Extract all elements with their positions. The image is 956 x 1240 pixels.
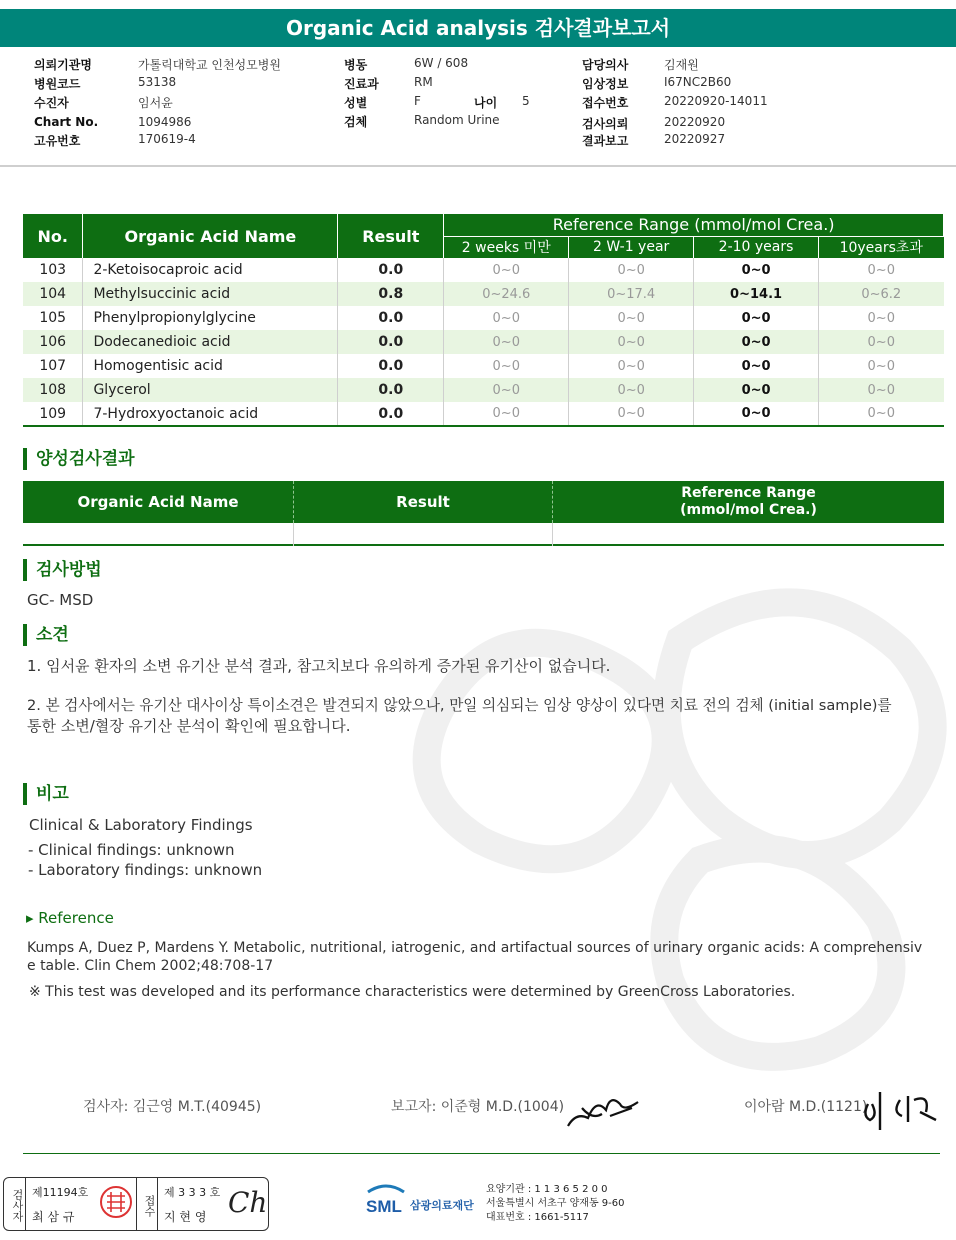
reference-line2: e table. Clin Chem 2002;48:708-17: [27, 958, 274, 974]
stamp-right-label: 접수: [136, 1178, 158, 1230]
reporter-signature: 보고자: 이준형 M.D.(1004): [391, 1099, 565, 1115]
positive-table-header: [23, 481, 944, 523]
row-ref: 0~0: [694, 258, 819, 282]
stamp-right-block: [164, 1178, 234, 1230]
positive-col-result: Result: [293, 481, 552, 523]
row-ref: 0~0: [444, 330, 569, 354]
findings-line1: 1. 임서윤 환자의 소변 유기산 분석 결과, 참고치보다 유의하게 증가된 유기산이 없습니다.: [27, 657, 611, 675]
row-result: 0.0: [338, 402, 444, 426]
stamp-right-signature: Ch: [228, 1186, 268, 1219]
sml-logo-text: SML: [366, 1197, 402, 1216]
col-range: 2 weeks 미만: [444, 236, 569, 258]
table-row: [23, 354, 944, 378]
info-label: 성별: [344, 96, 368, 110]
watermark-logo: [380, 560, 956, 1080]
info-label: 담당의사: [582, 58, 629, 72]
row-ref: 0~0: [569, 330, 694, 354]
row-ref: 0~0: [444, 378, 569, 402]
footer-info: [486, 1183, 625, 1225]
row-result: 0.0: [338, 330, 444, 354]
row-result: 0.0: [338, 354, 444, 378]
footer-line3: 대표번호 : 1661-5117: [486, 1212, 589, 1223]
row-no: 106: [23, 330, 83, 354]
col-result: Result: [338, 214, 444, 258]
info-value: 170619-4: [138, 132, 196, 146]
info-value: 김재원: [664, 58, 699, 72]
info-value: F: [414, 94, 421, 108]
row-ref: 0~0: [569, 306, 694, 330]
row-ref: 0~17.4: [569, 282, 694, 306]
row-ref: 0~14.1: [694, 282, 819, 306]
age-label: 나이: [474, 96, 498, 110]
tester-signature: 검사자: 김근영 M.T.(40945): [83, 1099, 262, 1115]
positive-col-name: Organic Acid Name: [77, 493, 239, 511]
row-ref: 0~0: [444, 402, 569, 426]
age-value: 5: [522, 94, 530, 108]
info-label: 검사의뢰: [582, 117, 629, 131]
row-ref: 0~0: [569, 354, 694, 378]
row-ref: 0~0: [694, 378, 819, 402]
remarks-section-title: 비고: [23, 783, 69, 805]
divider: [23, 1153, 940, 1154]
footer-line2: 서울특별시 서초구 양재동 9-60: [486, 1198, 625, 1209]
info-value: 임서윤: [138, 96, 173, 110]
info-label: Chart No.: [34, 115, 99, 129]
findings-line2a: 2. 본 검사에서는 유기산 대사이상 특이소견은 발견되지 않았으나, 만일 의심되는 임상 양상이 있다면 치료 전의 검체 (initial sample)를: [27, 697, 892, 714]
row-ref: 0~0: [867, 310, 895, 326]
info-value: RM: [414, 75, 433, 89]
info-value: 20220920-14011: [664, 94, 768, 108]
method-value: GC- MSD: [27, 591, 94, 609]
row-result: 0.0: [338, 306, 444, 330]
row-ref: 0~0: [694, 402, 819, 426]
row-name: Homogentisic acid: [83, 354, 338, 378]
method-section-title: 검사방법: [23, 559, 102, 581]
row-name: 7-Hydroxyoctanoic acid: [83, 402, 338, 426]
row-ref: 0~0: [694, 306, 819, 330]
info-label: 임상정보: [582, 77, 629, 91]
divider: [0, 165, 956, 167]
divider: [293, 523, 294, 546]
row-result: 0.0: [338, 378, 444, 402]
row-ref: 0~0: [569, 402, 694, 426]
col-range: 10years초과: [819, 236, 944, 258]
divider: [552, 523, 553, 546]
row-ref: 0~24.6: [444, 282, 569, 306]
positive-col-ref-line2: (mmol/mol Crea.): [680, 502, 817, 518]
footer-line1: 요양기관 : 1 1 3 6 5 2 0 0: [486, 1184, 608, 1195]
stamp-left-no: 제11194호: [32, 1186, 89, 1199]
info-value: 6W / 608: [414, 56, 469, 70]
info-value: 1094986: [138, 115, 192, 129]
col-range: 2 W-1 year: [569, 236, 694, 258]
positive-col-ref-line1: Reference Range: [681, 485, 816, 501]
row-name: Methylsuccinic acid: [83, 282, 338, 306]
row-ref: 0~0: [819, 330, 944, 354]
table-row: [23, 282, 944, 306]
doctor-signature: 이아람 M.D.(1121): [744, 1099, 868, 1115]
row-ref: 0~0: [867, 358, 895, 374]
row-ref: 0~0: [819, 402, 944, 426]
findings-line2b: 통한 소변/혈장 유기산 분석이 확인에 필요합니다.: [27, 717, 351, 735]
remarks-heading: Clinical & Laboratory Findings: [29, 816, 253, 834]
info-label: 의뢰기관명: [34, 58, 92, 72]
row-no: 104: [23, 282, 83, 306]
row-no: 105: [23, 306, 83, 330]
col-range: 2-10 years: [694, 236, 819, 258]
reference-heading: ▸ Reference: [26, 909, 114, 927]
info-label: 병동: [344, 58, 368, 72]
table-row: [23, 306, 944, 330]
info-label: 고유번호: [34, 134, 81, 148]
doctor-handwritten-signature: [860, 1086, 942, 1134]
positive-empty-row: [23, 523, 944, 546]
stamp-right-name: 지 현 영: [164, 1210, 207, 1224]
info-value: I67NC2B60: [664, 75, 732, 89]
stamp-left-label: 검사자: [4, 1178, 26, 1230]
col-reference: Reference Range (mmol/mol Crea.): [444, 214, 944, 236]
col-name: Organic Acid Name: [83, 214, 338, 258]
row-no: 109: [23, 402, 83, 426]
info-value: Random Urine: [414, 113, 500, 127]
info-value: 가톨릭대학교 인천성모병원: [138, 58, 281, 72]
row-result: 0.0: [338, 258, 444, 282]
row-name: Dodecanedioic acid: [83, 330, 338, 354]
row-ref: 0~0: [569, 378, 694, 402]
seal-icon: [98, 1184, 134, 1220]
row-ref: 0~0: [444, 354, 569, 378]
info-value: 20220927: [664, 132, 726, 146]
info-value: 20220920: [664, 115, 726, 129]
row-name: 2-Ketoisocaproic acid: [83, 258, 338, 282]
info-label: 진료과: [344, 77, 379, 91]
remarks-line2: - Laboratory findings: unknown: [28, 861, 263, 879]
info-label: 검체: [344, 115, 368, 129]
table-row: [23, 402, 944, 426]
results-table: [23, 214, 944, 427]
positive-section-title: 양성검사결과: [23, 448, 135, 470]
stamp-left-block: [32, 1178, 102, 1230]
findings-section-title: 소견: [23, 624, 69, 646]
stamp-left-name: 최 삼 규: [32, 1210, 75, 1224]
certification-stamp: [3, 1177, 269, 1231]
row-ref: 0~6.2: [819, 282, 944, 306]
patient-info: [0, 56, 956, 166]
row-no: 107: [23, 354, 83, 378]
info-label: 결과보고: [582, 134, 629, 148]
info-label: 접수번호: [582, 96, 629, 110]
report-title: Organic Acid analysis 검사결과보고서: [0, 9, 956, 47]
reference-note: ※ This test was developed and its performance characteristics were determined by GreenCross Laboratories.: [29, 984, 796, 1000]
sml-logo-icon: [364, 1182, 408, 1220]
stamp-right-no: 제 3 3 3 호: [164, 1186, 221, 1199]
row-no: 108: [23, 378, 83, 402]
row-ref: 0~0: [694, 330, 819, 354]
row-ref: 0~0: [444, 258, 569, 282]
row-ref: 0~0: [444, 306, 569, 330]
row-ref: 0~0: [819, 378, 944, 402]
row-ref: 0~0: [867, 262, 895, 278]
info-value: 53138: [138, 75, 177, 89]
positive-col-reference: [552, 481, 944, 523]
reference-line1: Kumps A, Duez P, Mardens Y. Metabolic, nutritional, iatrogenic, and artifactual sources of urinary organic acids: A comprehensiv: [27, 940, 923, 956]
footer-org-name: 삼광의료재단: [410, 1199, 474, 1212]
info-label: 병원코드: [34, 77, 81, 91]
row-name: Glycerol: [83, 378, 338, 402]
row-result: 0.8: [338, 282, 444, 306]
row-no: 103: [23, 258, 83, 282]
info-label: 수진자: [34, 96, 69, 110]
row-name: Phenylpropionylglycine: [83, 306, 338, 330]
row-ref: 0~0: [569, 258, 694, 282]
remarks-line1: - Clinical findings: unknown: [28, 841, 235, 859]
row-ref: 0~0: [694, 354, 819, 378]
col-no: No.: [23, 214, 83, 258]
table-row: [23, 258, 944, 282]
table-row: [23, 330, 944, 354]
reporter-handwritten-signature: [562, 1088, 644, 1134]
table-row: [23, 378, 944, 402]
